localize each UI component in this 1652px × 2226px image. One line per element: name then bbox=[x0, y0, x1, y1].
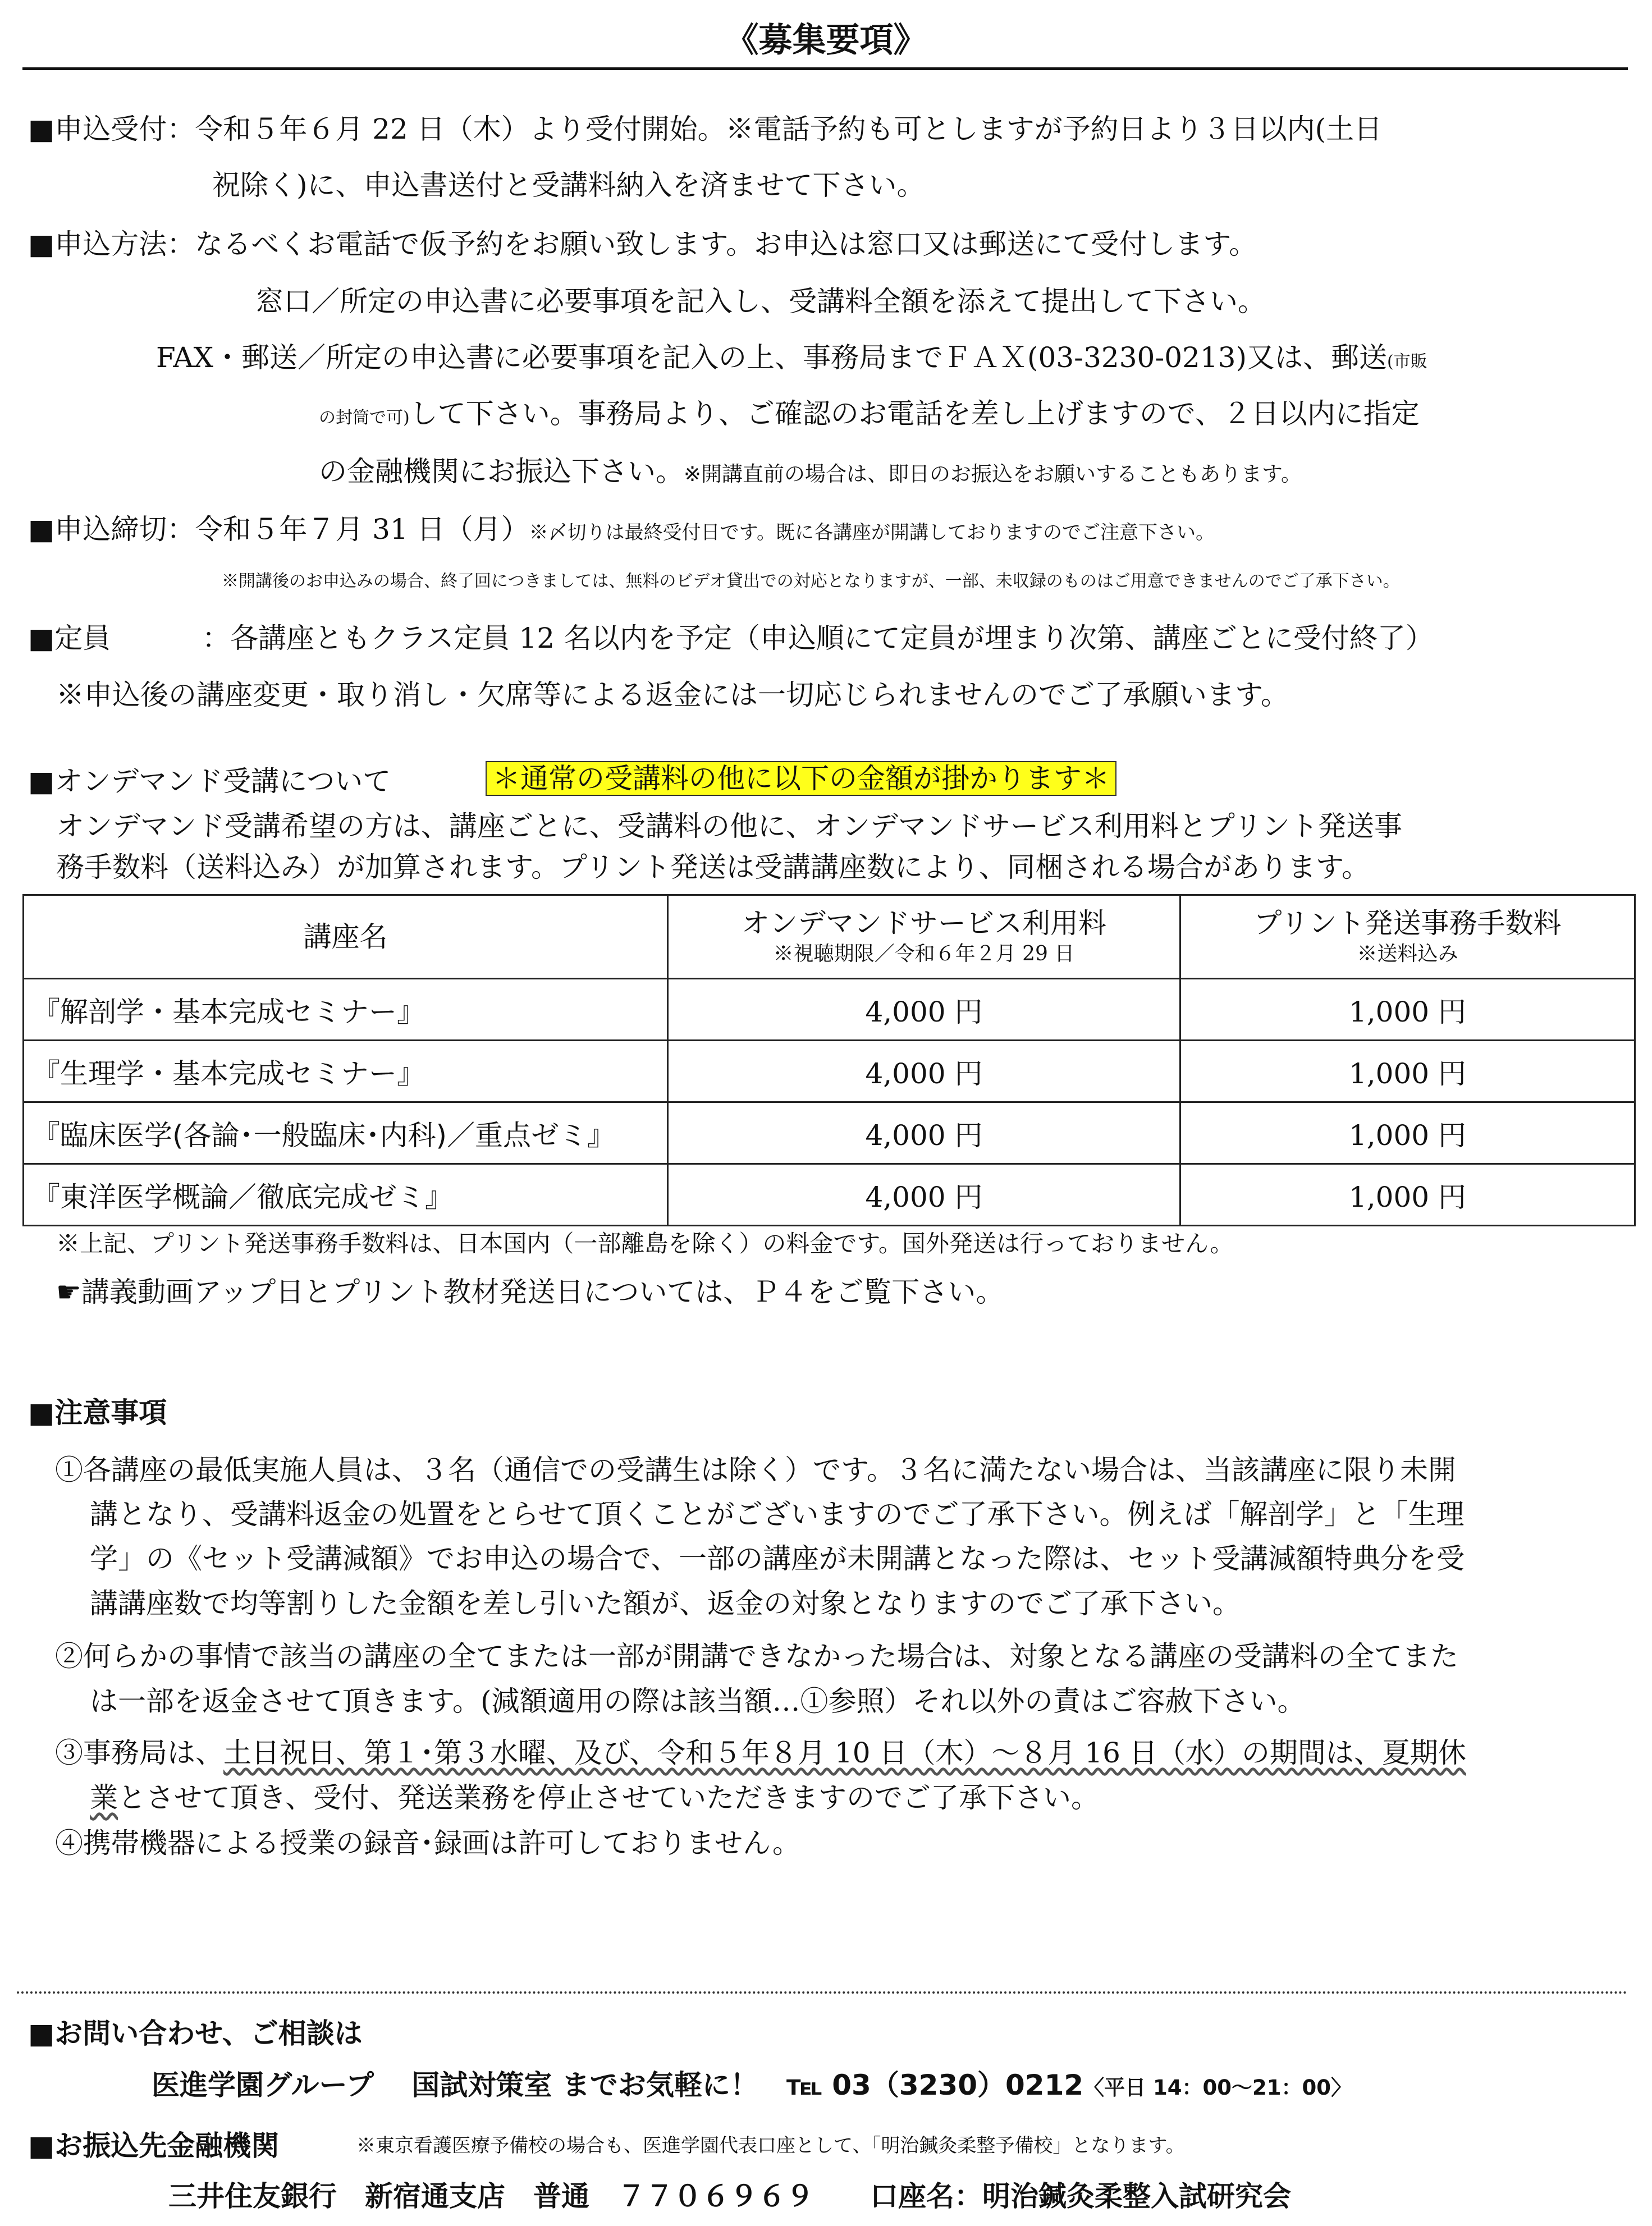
ondemand-heading: ■オンデマンド受講について bbox=[28, 765, 391, 798]
print-fee-cell: 1,000 円 bbox=[1180, 1041, 1635, 1102]
fee-table-header bbox=[24, 895, 1635, 979]
method-line5 bbox=[319, 449, 1302, 489]
note-2-line1: ②何らかの事情で該当の講座の全てまたは一部が開講できなかった場合は、対象となる講座の受講料の全てまた bbox=[55, 1640, 1458, 1673]
table-row bbox=[24, 1164, 1635, 1226]
contact-hours: 〈平日 14：00～21：00〉 bbox=[1083, 2076, 1352, 2100]
deadline-row bbox=[28, 507, 1215, 547]
header-print-fee bbox=[1180, 895, 1635, 979]
header-ondemand-fee bbox=[668, 895, 1180, 979]
capacity-text: ：各講座ともクラス定員 12 名以内を予定（申込順にて定員が埋まり次第、講座ごとに受付終了） bbox=[202, 622, 1434, 654]
fee-table bbox=[22, 894, 1636, 1226]
header-ondemand-label: オンデマンドサービス利用料 bbox=[742, 907, 1106, 940]
method-line5-text: の金融機関にお振込下さい。 bbox=[319, 455, 684, 488]
table-row bbox=[24, 1102, 1635, 1164]
deadline-label: ■申込締切： bbox=[28, 513, 195, 546]
deadline-main: 令和５年７月 31 日（月） bbox=[195, 513, 529, 546]
method-label: ■申込方法： bbox=[28, 228, 195, 260]
bank-heading: ■お振込先金融機関 bbox=[28, 2129, 280, 2162]
page-title: 《募集要項》 bbox=[725, 21, 927, 60]
method-line4-small: の封筒で可) bbox=[319, 408, 410, 428]
note-3-line1 bbox=[55, 1730, 1466, 1771]
method-line4-main: して下さい。事務局より、ご確認のお電話を差し上げますので、２日以内に指定 bbox=[409, 397, 1420, 430]
title-divider bbox=[22, 67, 1628, 70]
method-line4 bbox=[319, 391, 1420, 432]
ondemand-desc-line1: オンデマンド受講希望の方は、講座ごとに、受講料の他に、オンデマンドサービス利用料とプリント発送事 bbox=[56, 810, 1402, 842]
method-line3 bbox=[156, 335, 1427, 375]
reception-label: ■申込受付： bbox=[28, 113, 195, 145]
ondemand-highlight-text: ＊通常の受講料の他に以下の金額が掛かります＊ bbox=[486, 761, 1116, 796]
reception-row bbox=[28, 107, 1382, 147]
note-3-line1-highlight: 土日祝日、第１･第３水曜、及び、令和５年８月 10 日（木）～８月 16 日（水）の期間は、夏期休 bbox=[223, 1737, 1466, 1769]
print-fee-cell: 1,000 円 bbox=[1180, 1102, 1635, 1164]
note-1-line4: 講講座数で均等割りした金額を差し引いた額が、返金の対象となりますのでご了承下さい。 bbox=[90, 1587, 1241, 1620]
method-line3-main: FAX・郵送／所定の申込書に必要事項を記入の上、事務局までＦＡＸ(03-3230-0213)又は、郵送 bbox=[156, 341, 1387, 374]
method-row bbox=[28, 222, 1257, 262]
contact-heading: ■お問い合わせ、ご相談は bbox=[28, 2017, 363, 2050]
course-name-cell: 『東洋医学概論／徹底完成ゼミ』 bbox=[24, 1164, 668, 1226]
method-line1: なるべくお電話で仮予約をお願い致します。お申込は窓口又は郵送にて受付します。 bbox=[195, 228, 1257, 260]
deadline-note1: ※〆切りは最終受付日です。既に各講座が開講しておりますのでご注意下さい。 bbox=[529, 521, 1215, 544]
deadline-note2: ※開講後のお申込みの場合、終了回につきましては、無料のビデオ貸出での対応となりますが、一部、未収録のものはご用意できませんのでご了承下さい。 bbox=[222, 571, 1400, 591]
table-note: ※上記、プリント発送事務手数料は、日本国内（一部離島を除く）の料金です。国外発送は行っておりません。 bbox=[56, 1230, 1234, 1257]
ondemand-highlight bbox=[486, 756, 1116, 796]
header-print-label: プリント発送事務手数料 bbox=[1253, 907, 1562, 940]
course-name-cell: 『臨床医学(各論･一般臨床･内科)／重点ゼミ』 bbox=[24, 1102, 668, 1164]
notes-heading: ■注意事項 bbox=[28, 1396, 167, 1429]
print-fee-cell: 1,000 円 bbox=[1180, 979, 1635, 1041]
header-ondemand-sub: ※視聴期限／令和６年２月 29 日 bbox=[773, 942, 1075, 965]
table-row bbox=[24, 979, 1635, 1041]
ondemand-fee-cell: 4,000 円 bbox=[668, 1164, 1180, 1226]
video-note: ☛講義動画アップ日とプリント教材発送日については、Ｐ４をご覧下さい。 bbox=[56, 1276, 1004, 1308]
bank-note: ※東京看護医療予備校の場合も、医進学園代表口座として、「明治鍼灸柔整予備校」となります。 bbox=[356, 2135, 1185, 2157]
method-line3-small: (市販 bbox=[1386, 352, 1427, 372]
table-row bbox=[24, 1041, 1635, 1102]
reception-line1: 令和５年６月 22 日（木）より受付開始。※電話予約も可としますが予約日より３日以内(土日 bbox=[195, 113, 1383, 145]
bank-details: 三井住友銀行 新宿通支店 普通 ７７０６９６９ 口座名：明治鍼灸柔整入試研究会 bbox=[168, 2180, 1291, 2213]
method-line2: 窓口／所定の申込書に必要事項を記入し、受講料全額を添えて提出して下さい。 bbox=[255, 285, 1266, 318]
header-course-name: 講座名 bbox=[24, 895, 668, 979]
ondemand-desc-line2: 務手数料（送料込み）が加算されます。プリント発送は受講講座数により、同梱される場合があります。 bbox=[56, 851, 1370, 883]
note-1-line1: ①各講座の最低実施人員は、３名（通信での受講生は除く）です。３名に満たない場合は、当該講座に限り未開 bbox=[55, 1454, 1456, 1486]
method-line5-note: ※開講直前の場合は、即日のお振込をお願いすることもあります。 bbox=[684, 462, 1302, 486]
ondemand-heading-row bbox=[28, 759, 391, 799]
ondemand-fee-cell: 4,000 円 bbox=[668, 979, 1180, 1041]
print-fee-cell: 1,000 円 bbox=[1180, 1164, 1635, 1226]
capacity-row bbox=[28, 616, 1434, 656]
contact-line bbox=[152, 2063, 1352, 2103]
note-3-line2-highlight: 業 bbox=[90, 1781, 118, 1814]
contact-phone-line: 医進学園グループ 国試対策室 までお気軽に！ ℡ 03（3230）0212 bbox=[152, 2069, 1084, 2101]
reception-line2: 祝除く)に、申込書送付と受講料納入を済ませて下さい。 bbox=[212, 169, 925, 201]
note-1-line3: 学」の《セット受講減額》でお申込の場合で、一部の講座が未開講となった際は、セット受講減額特典分を受 bbox=[90, 1542, 1465, 1575]
note-1-line2: 講となり、受講料返金の処置をとらせて頂くことがございますのでご了承下さい。例えば「解剖学」と「生理 bbox=[90, 1498, 1465, 1531]
capacity-label: ■定員 bbox=[28, 622, 111, 654]
course-name-cell: 『生理学・基本完成セミナー』 bbox=[24, 1041, 668, 1102]
note-3-line1-pre: ③事務局は、 bbox=[55, 1737, 223, 1769]
note-2-line2: は一部を返金させて頂きます。(減額適用の際は該当額…①参照）それ以外の責はご容赦下さい。 bbox=[90, 1685, 1306, 1717]
note-3-line2 bbox=[90, 1775, 1099, 1816]
course-name-cell: 『解剖学・基本完成セミナー』 bbox=[24, 979, 668, 1041]
ondemand-fee-cell: 4,000 円 bbox=[668, 1041, 1180, 1102]
section-divider bbox=[17, 1991, 1628, 1994]
header-print-sub: ※送料込み bbox=[1357, 942, 1458, 965]
bank-row bbox=[28, 2123, 279, 2164]
note-3-line2-post: とさせて頂き、受付、発送業務を停止させていただきますのでご了承下さい。 bbox=[118, 1781, 1099, 1814]
note-4: ④携帯機器による授業の録音･録画は許可しておりません。 bbox=[55, 1827, 800, 1859]
ondemand-fee-cell: 4,000 円 bbox=[668, 1102, 1180, 1164]
refund-note: ※申込後の講座変更・取り消し・欠席等による返金には一切応じられませんのでご了承願います。 bbox=[56, 679, 1289, 711]
